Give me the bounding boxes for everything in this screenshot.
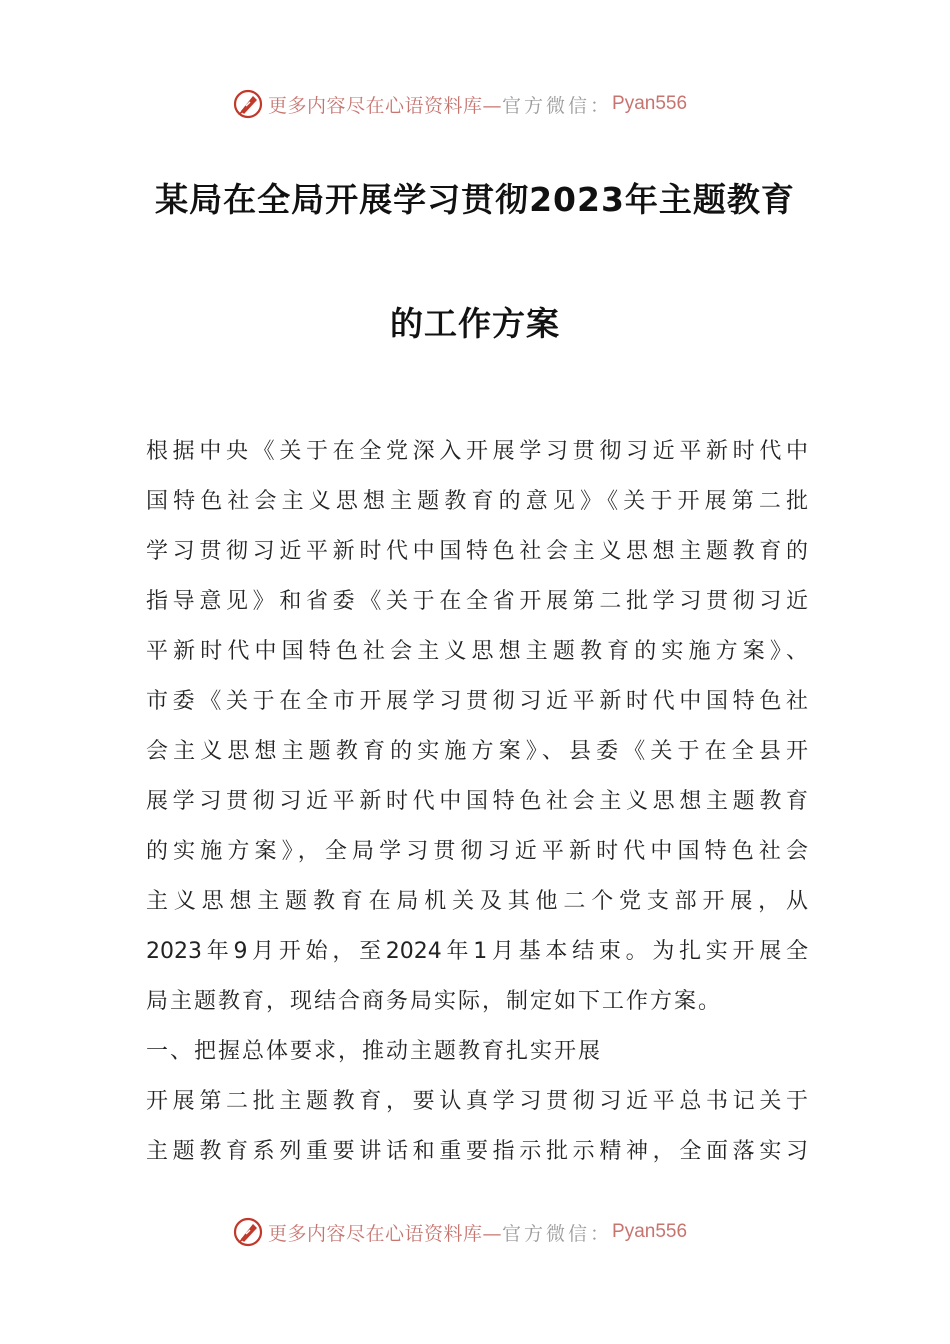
body-line: 学习贯彻习近平新时代中国特色社会主义思想主题教育的 bbox=[146, 539, 808, 564]
footer-banner-text: 更多内容尽在心语资料库— bbox=[268, 1222, 503, 1245]
body-line: 主题教育系列重要讲话和重要指示批示精神，全面落实习 bbox=[146, 1139, 808, 1164]
document-title-line-1: 某局在全局开展学习贯彻2023年主题教育 bbox=[155, 180, 795, 219]
header-banner-content bbox=[232, 84, 687, 124]
body-line: 会主义思想主题教育的实施方案》、县委《关于在全县开 bbox=[146, 739, 808, 764]
body-line: 国特色社会主义思想主题教育的意见》《关于开展第二批 bbox=[146, 489, 808, 514]
header-banner-wechat-id: Pyan556 bbox=[612, 93, 688, 114]
header-banner-wechat-label: 官方微信： bbox=[502, 94, 613, 117]
body-line: 根据中央《关于在全党深入开展学习贯彻习近平新时代中 bbox=[146, 439, 808, 464]
body-line: 主义思想主题教育在局机关及其他二个党支部开展，从 bbox=[146, 889, 808, 914]
body-line: 平新时代中国特色社会主义思想主题教育的实施方案》、 bbox=[146, 639, 808, 664]
pen-nib-logo-icon bbox=[232, 1216, 264, 1248]
footer-banner-content bbox=[232, 1212, 687, 1252]
footer-banner-wechat-id: Pyan556 bbox=[612, 1221, 688, 1242]
pen-nib-logo-icon bbox=[232, 88, 264, 120]
body-line: 的实施方案》，全局学习贯彻习近平新时代中国特色社会 bbox=[146, 839, 808, 864]
body-line: 指导意见》和省委《关于在全省开展第二批学习贯彻习近 bbox=[146, 589, 808, 614]
footer-banner-wechat-label: 官方微信： bbox=[502, 1222, 613, 1245]
body-line: 市委《关于在全市开展学习贯彻习近平新时代中国特色社 bbox=[146, 689, 808, 714]
footer-banner bbox=[0, 1212, 950, 1252]
body-line: 局主题教育，现结合商务局实际，制定如下工作方案。 bbox=[146, 989, 723, 1014]
document-title-line-2: 的工作方案 bbox=[390, 304, 560, 343]
header-banner bbox=[0, 84, 950, 124]
header-banner-text: 更多内容尽在心语资料库— bbox=[268, 94, 503, 117]
body-line: 开展第二批主题教育，要认真学习贯彻习近平总书记关于 bbox=[146, 1089, 808, 1114]
body-line: 展学习贯彻习近平新时代中国特色社会主义思想主题教育 bbox=[146, 789, 808, 814]
body-line: 2023年9月开始，至2024年1月基本结束。为扎实开展全 bbox=[146, 939, 808, 964]
section-heading-1: 一、把握总体要求，推动主题教育扎实开展 bbox=[146, 1039, 603, 1064]
